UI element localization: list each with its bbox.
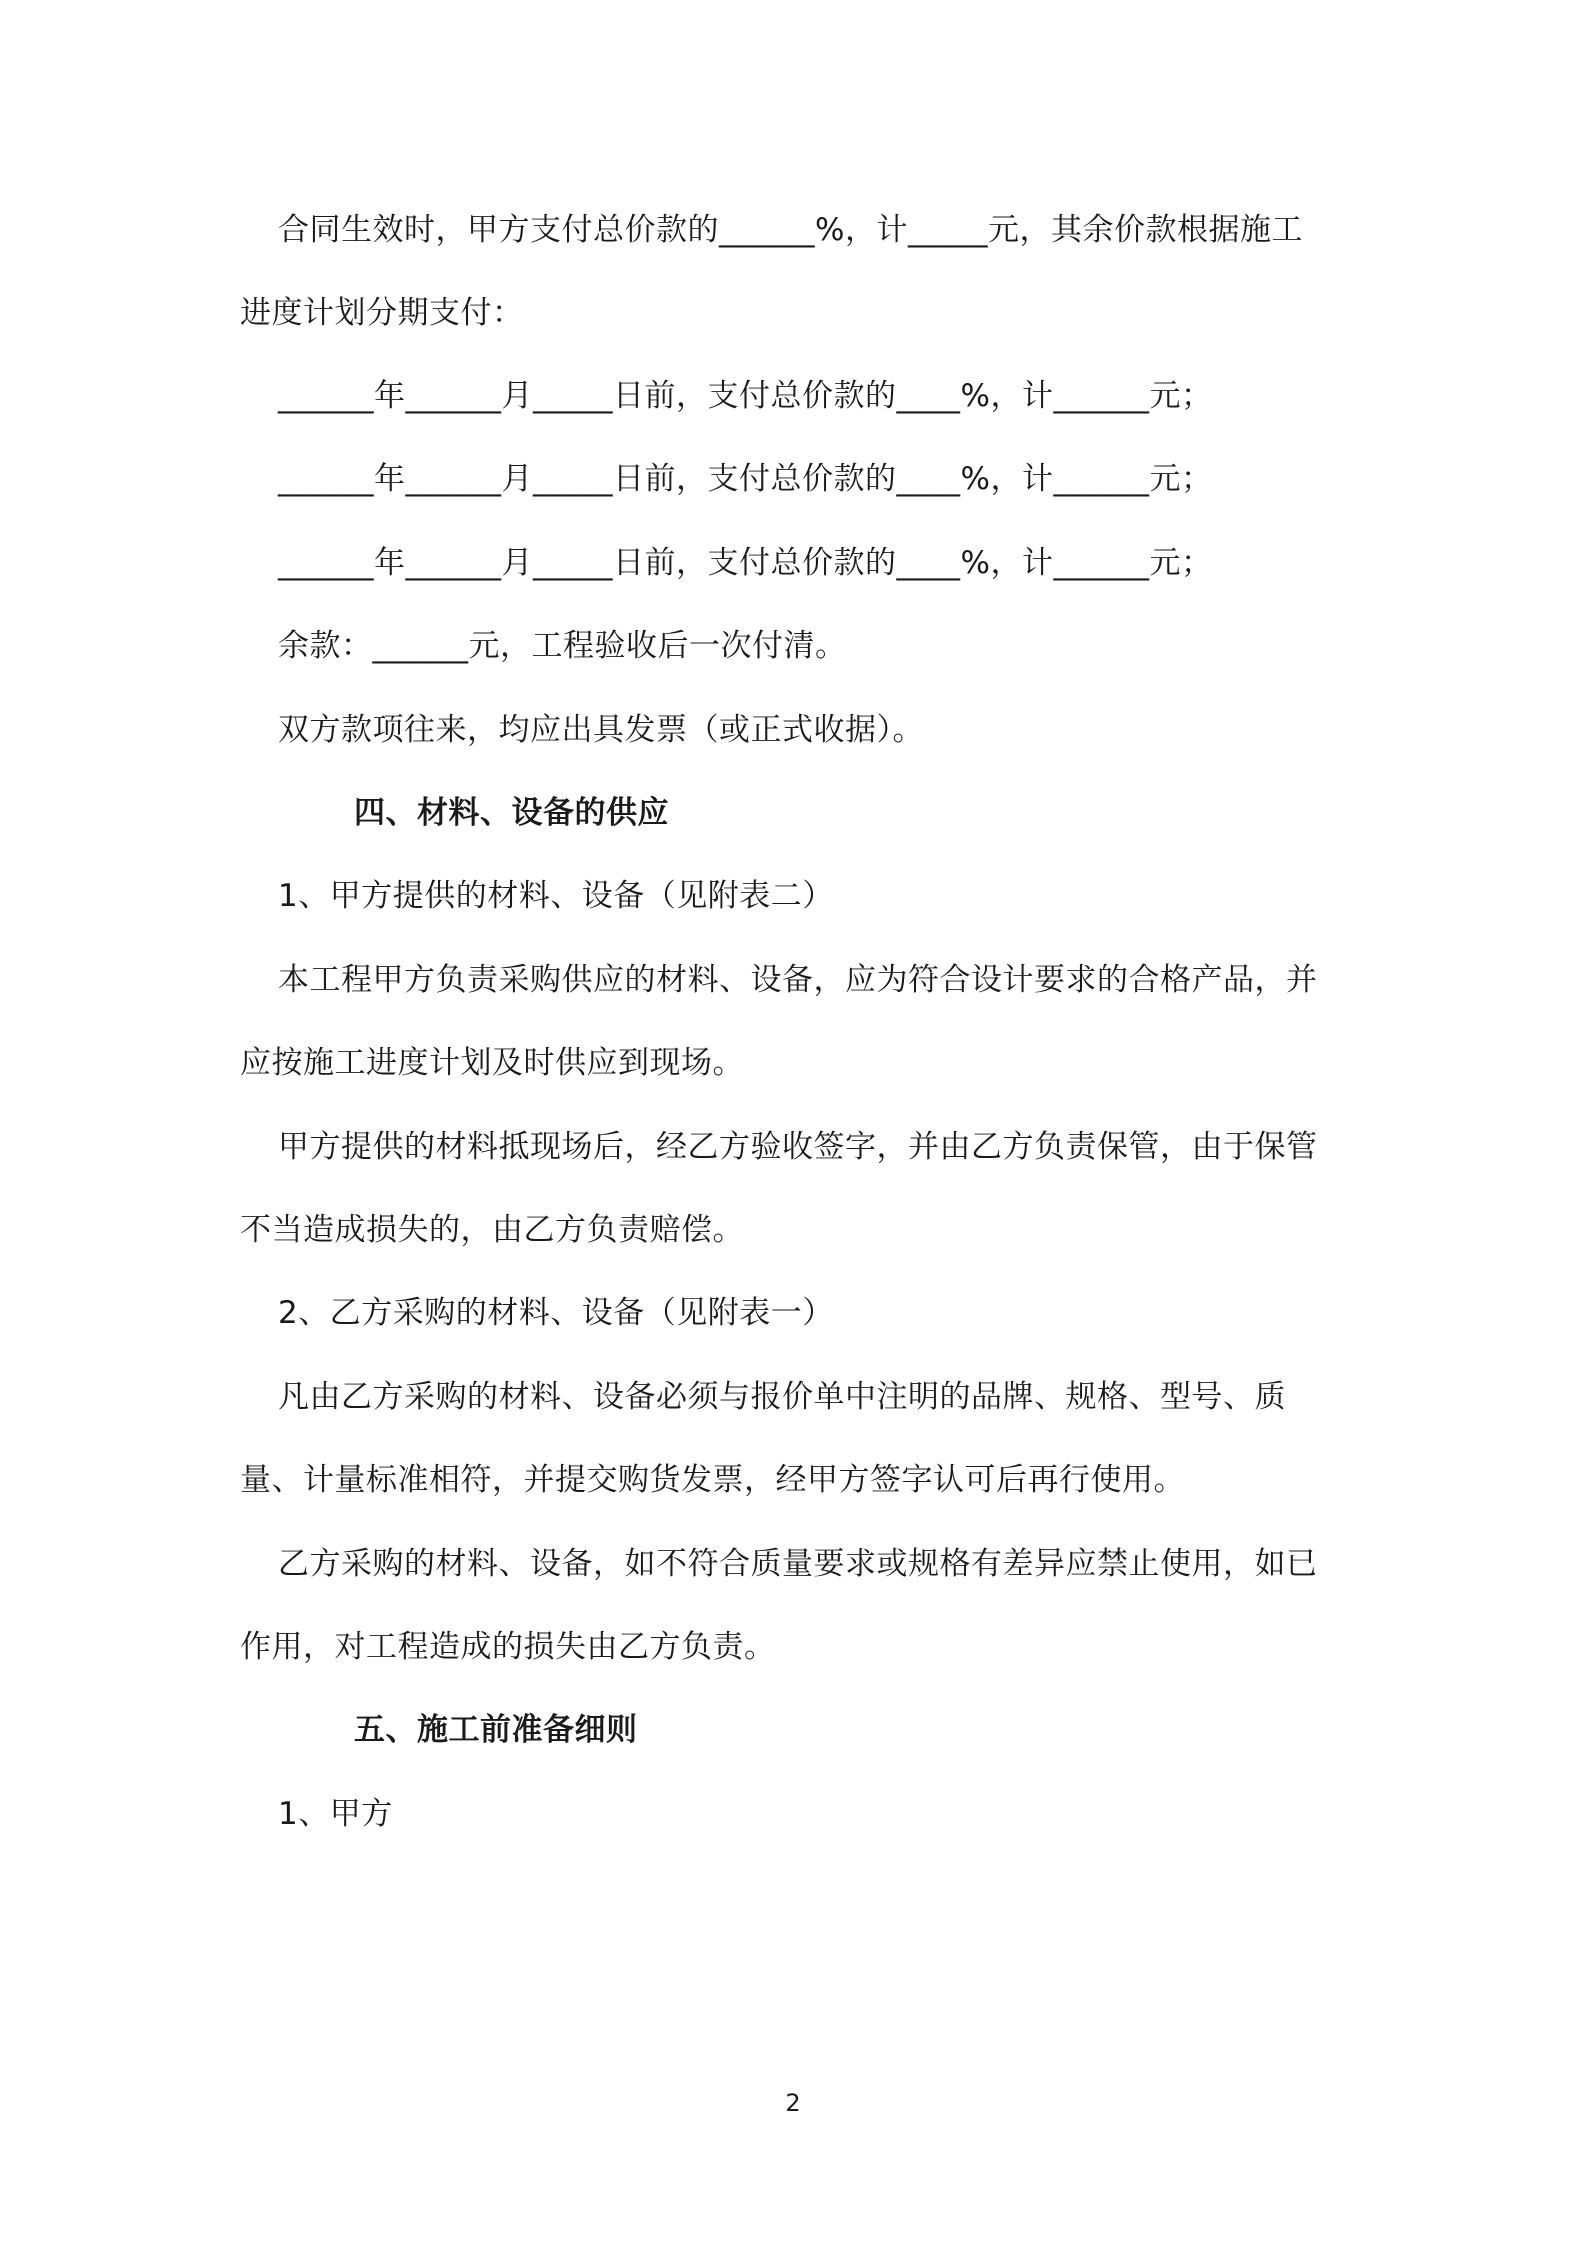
subsection-heading: 2、乙方采购的材料、设备（见附表一） <box>278 1295 834 1331</box>
paragraph-line: 乙方采购的材料、设备，如不符合质量要求或规格有差异应禁止使用，如已 <box>278 1546 1318 1582</box>
paragraph-line: 量、计量标准相符，并提交购货发票，经甲方签字认可后再行使用。 <box>240 1462 1185 1498</box>
paragraph-line: 凡由乙方采购的材料、设备必须与报价单中注明的品牌、规格、型号、质 <box>278 1379 1286 1415</box>
paragraph-line: 不当造成损失的，由乙方负责赔偿。 <box>240 1212 744 1248</box>
balance-line: 余款：______元，工程验收后一次付清。 <box>278 628 847 664</box>
payment-installment-line: ______年______月_____日前，支付总价款的____%，计______元； <box>278 545 1213 581</box>
paragraph-line: 进度计划分期支付： <box>240 295 524 331</box>
paragraph-line: 双方款项往来，均应出具发票（或正式收据）。 <box>278 712 924 748</box>
paragraph-line: 本工程甲方负责采购供应的材料、设备，应为符合设计要求的合格产品，并 <box>278 962 1318 998</box>
subsection-heading: 1、甲方 <box>278 1796 393 1832</box>
paragraph-line: 合同生效时，甲方支付总价款的______%，计_____元，其余价款根据施工 <box>278 212 1303 248</box>
paragraph-line: 甲方提供的材料抵现场后，经乙方验收签字，并由乙方负责保管，由于保管 <box>278 1129 1318 1165</box>
section-heading: 四、材料、设备的供应 <box>354 795 669 831</box>
payment-installment-line: ______年______月_____日前，支付总价款的____%，计______元； <box>278 461 1213 497</box>
paragraph-line: 作用，对工程造成的损失由乙方负责。 <box>240 1629 776 1665</box>
page-number: 2 <box>785 2089 801 2117</box>
paragraph-line: 应按施工进度计划及时供应到现场。 <box>240 1045 744 1081</box>
section-heading: 五、施工前准备细则 <box>354 1712 638 1748</box>
payment-installment-line: ______年______月_____日前，支付总价款的____%，计______元； <box>278 378 1213 414</box>
subsection-heading: 1、甲方提供的材料、设备（见附表二） <box>278 878 834 914</box>
